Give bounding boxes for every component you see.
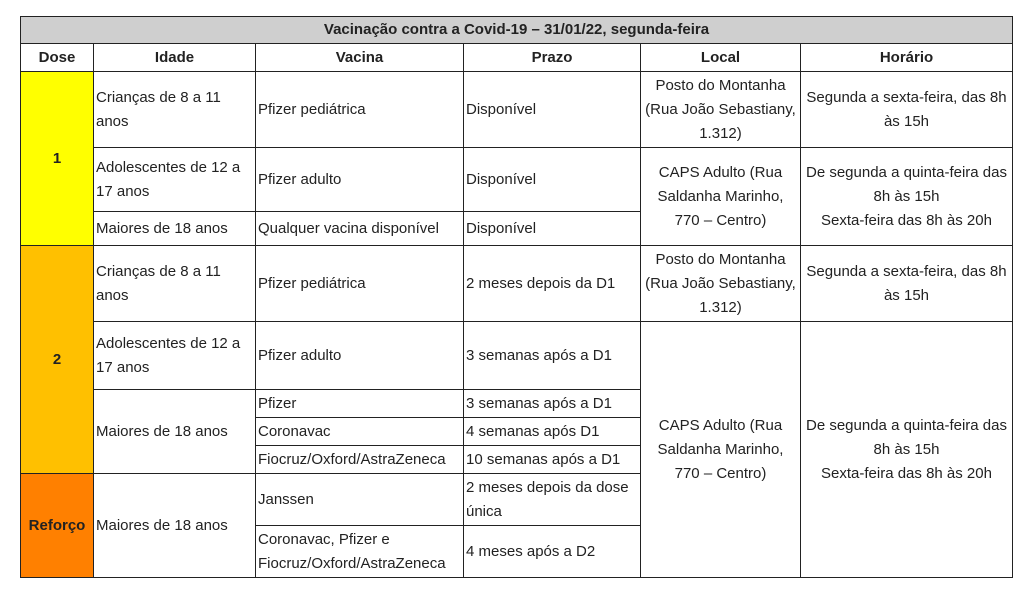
table-cell-idade: Maiores de 18 anos xyxy=(94,474,256,578)
table-cell-prazo: 3 semanas após a D1 xyxy=(464,322,641,390)
table-cell-idade: Maiores de 18 anos xyxy=(94,212,256,246)
header-vacina: Vacina xyxy=(256,44,464,72)
table-cell-vacina: Coronavac xyxy=(256,418,464,446)
table-cell-prazo: Disponível xyxy=(464,72,641,148)
table-cell-vacina: Pfizer adulto xyxy=(256,148,464,212)
table-cell-horario: Segunda a sexta-feira, das 8h às 15h xyxy=(801,72,1013,148)
table-cell-prazo: 4 semanas após D1 xyxy=(464,418,641,446)
table-cell-idade: Adolescentes de 12 a 17 anos xyxy=(94,322,256,390)
table-cell-idade: Crianças de 8 a 11 anos xyxy=(94,246,256,322)
header-horario: Horário xyxy=(801,44,1013,72)
table-cell-local: Posto do Montanha (Rua João Sebastiany, 1.312) xyxy=(641,72,801,148)
table-cell-vacina: Pfizer pediátrica xyxy=(256,72,464,148)
table-cell-prazo: 4 meses após a D2 xyxy=(464,526,641,578)
header-idade: Idade xyxy=(94,44,256,72)
reforco-label: Reforço xyxy=(21,474,94,578)
horario-line: De segunda a quinta-feira das 8h às 15h xyxy=(806,416,1007,458)
table-cell-idade: Maiores de 18 anos xyxy=(94,390,256,474)
horario-line: Sexta-feira das 8h às 20h xyxy=(821,211,992,229)
table-cell-vacina: Pfizer adulto xyxy=(256,322,464,390)
table-cell-local: Posto do Montanha (Rua João Sebastiany, 1.312) xyxy=(641,246,801,322)
header-local: Local xyxy=(641,44,801,72)
horario-line: De segunda a quinta-feira das 8h às 15h xyxy=(806,163,1007,205)
table-cell-idade: Adolescentes de 12 a 17 anos xyxy=(94,148,256,212)
table-cell-prazo: Disponível xyxy=(464,148,641,212)
table-cell-horario-shared xyxy=(801,322,1013,578)
table-cell-prazo: 2 meses depois da dose única xyxy=(464,474,641,526)
horario-line: Sexta-feira das 8h às 20h xyxy=(821,464,992,482)
table-cell-horario xyxy=(801,148,1013,246)
dose-2-label: 2 xyxy=(21,246,94,474)
table-cell-prazo: 3 semanas após a D1 xyxy=(464,390,641,418)
table-cell-local: CAPS Adulto (Rua Saldanha Marinho, 770 – Centro) xyxy=(641,148,801,246)
table-title: Vacinação contra a Covid-19 – 31/01/22, segunda-feira xyxy=(21,17,1013,44)
header-dose: Dose xyxy=(21,44,94,72)
table-cell-vacina: Janssen xyxy=(256,474,464,526)
table-cell-vacina: Pfizer xyxy=(256,390,464,418)
table-cell-vacina: Pfizer pediátrica xyxy=(256,246,464,322)
table-cell-idade: Crianças de 8 a 11 anos xyxy=(94,72,256,148)
table-cell-vacina: Fiocruz/Oxford/AstraZeneca xyxy=(256,446,464,474)
table-cell-vacina: Qualquer vacina disponível xyxy=(256,212,464,246)
table-cell-vacina: Coronavac, Pfizer e Fiocruz/Oxford/AstraZeneca xyxy=(256,526,464,578)
header-prazo: Prazo xyxy=(464,44,641,72)
vaccination-table xyxy=(20,16,1013,578)
table-cell-prazo: 2 meses depois da D1 xyxy=(464,246,641,322)
table-cell-horario: Segunda a sexta-feira, das 8h às 15h xyxy=(801,246,1013,322)
table-cell-prazo: 10 semanas após a D1 xyxy=(464,446,641,474)
dose-1-label: 1 xyxy=(21,72,94,246)
table-cell-local-shared: CAPS Adulto (Rua Saldanha Marinho, 770 – Centro) xyxy=(641,322,801,578)
table-cell-prazo: Disponível xyxy=(464,212,641,246)
